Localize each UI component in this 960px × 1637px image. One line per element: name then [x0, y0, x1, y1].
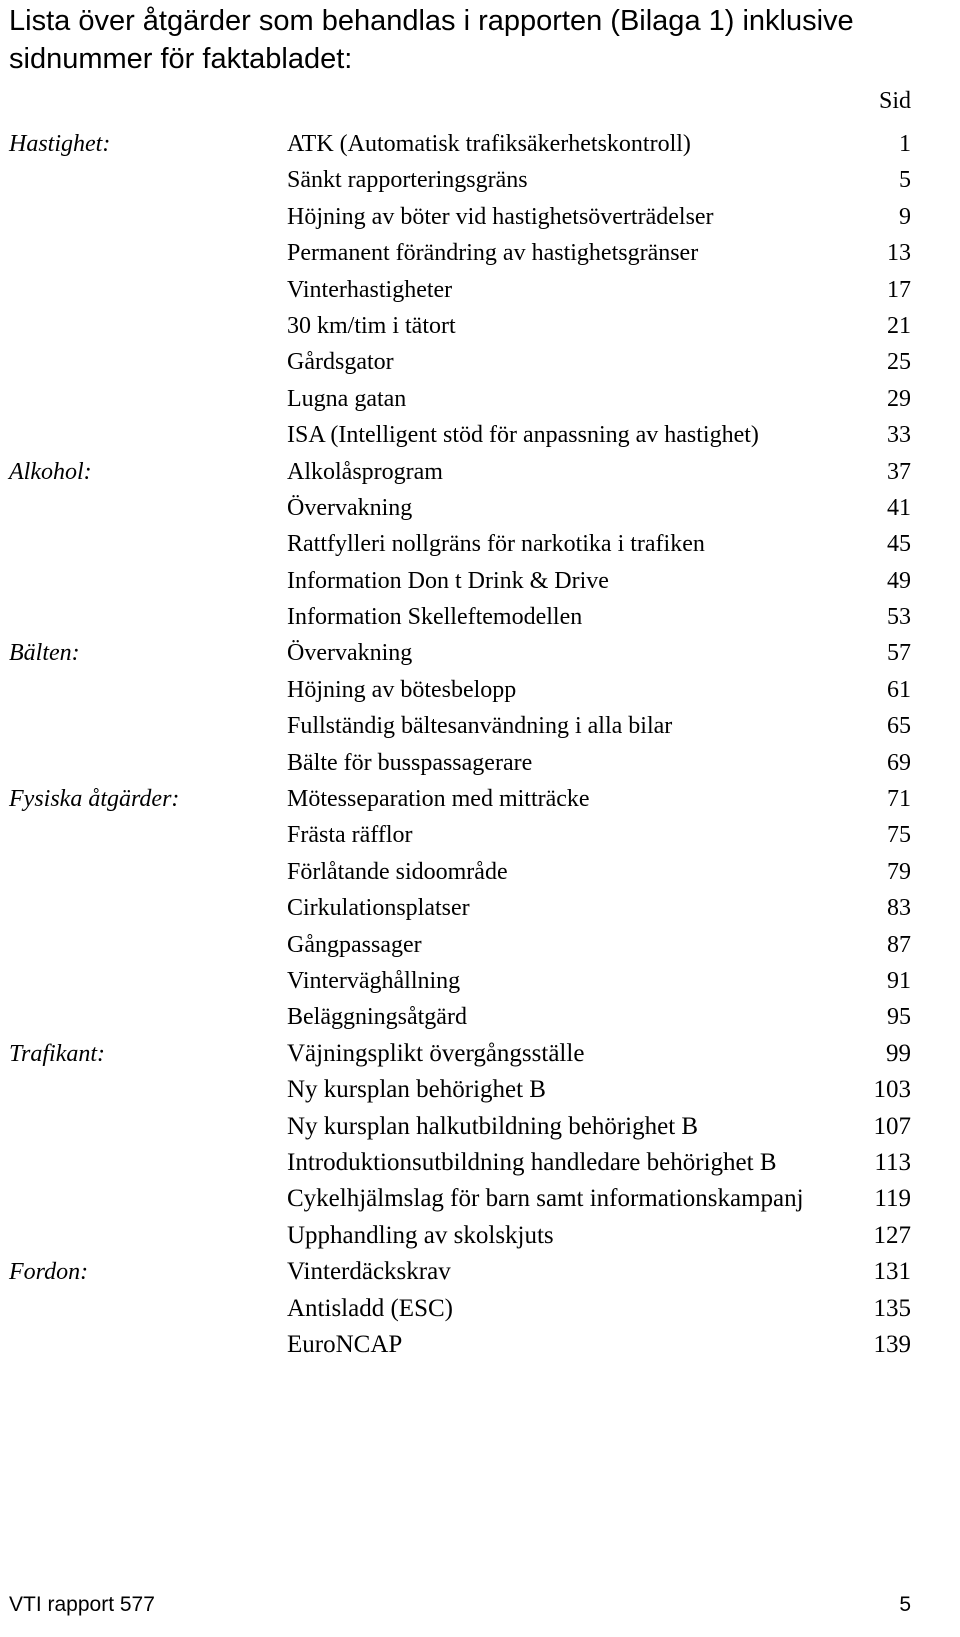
toc-item-label: Introduktionsutbildning handledare behörighet B: [287, 1148, 777, 1176]
toc-item-label: ISA (Intelligent stöd för anpassning av hastighet): [287, 422, 759, 449]
toc-row: [0, 963, 960, 999]
toc-category-label: Fordon:: [9, 1259, 89, 1286]
page-column-header: Sid: [878, 88, 911, 114]
toc-page-number: 131: [873, 1258, 911, 1286]
toc-item-label: Ny kursplan behörighet B: [287, 1076, 546, 1104]
toc-page-number: 25: [887, 349, 911, 376]
toc-row: [0, 563, 960, 599]
toc-item-label: Mötesseparation med mitträcke: [287, 786, 590, 813]
toc-item-label: Antisladd (ESC): [287, 1294, 453, 1322]
toc-page-number: 119: [874, 1185, 911, 1213]
toc-page-number: 87: [887, 931, 911, 958]
toc-page-number: 13: [887, 240, 911, 267]
toc-item-label: EuroNCAP: [287, 1330, 403, 1358]
toc-row: [0, 199, 960, 235]
toc-row: [0, 1072, 960, 1108]
toc-row: [0, 272, 960, 308]
toc-page-number: 135: [873, 1294, 911, 1322]
toc-item-label: Förlåtande sidoområde: [287, 858, 508, 885]
toc-row: [0, 126, 960, 162]
toc-item-label: ATK (Automatisk trafiksäkerhetskontroll): [287, 131, 691, 157]
toc-row: [0, 1109, 960, 1145]
toc-item-label: Upphandling av skolskjuts: [287, 1221, 554, 1249]
toc-item-label: Fullständig bältesanvändning i alla bilar: [287, 713, 673, 740]
toc-item-label: Sänkt rapporteringsgräns: [287, 167, 528, 194]
toc-item-label: Lugna gatan: [287, 385, 407, 412]
toc-page-number: 127: [873, 1221, 911, 1249]
toc-category-label: Fysiska åtgärder:: [9, 786, 180, 813]
toc-page-number: 91: [887, 967, 911, 994]
footer-report-name: VTI rapport 577: [9, 1593, 155, 1616]
toc-row: [0, 1036, 960, 1072]
toc-row: [0, 854, 960, 890]
toc-item-label: Cirkulationsplatser: [287, 895, 470, 922]
toc-item-label: Vinterdäckskrav: [287, 1258, 451, 1286]
toc-category-label: Alkohol:: [9, 458, 92, 485]
toc-row: [0, 417, 960, 453]
toc-page-number: 139: [873, 1330, 911, 1358]
table-of-contents: [0, 126, 960, 1363]
toc-page-number: 53: [887, 604, 911, 631]
toc-row: [0, 999, 960, 1035]
toc-page-number: 65: [887, 713, 911, 740]
toc-page-number: 17: [887, 276, 911, 303]
toc-item-label: Alkolåsprogram: [287, 458, 443, 485]
toc-row: [0, 1291, 960, 1327]
toc-page-number: 69: [887, 749, 911, 776]
toc-item-label: Övervakning: [287, 494, 413, 521]
toc-row: [0, 162, 960, 198]
toc-item-label: Beläggningsåtgärd: [287, 1004, 467, 1031]
toc-page-number: 5: [899, 167, 911, 194]
toc-item-label: 30 km/tim i tätort: [287, 312, 456, 339]
toc-page-number: 41: [887, 494, 911, 521]
toc-page-number: 57: [887, 640, 911, 667]
toc-item-label: Vinterhastigheter: [287, 276, 453, 303]
toc-page-number: 37: [887, 458, 911, 485]
toc-page-number: 21: [887, 312, 911, 339]
toc-page-number: 95: [887, 1004, 911, 1031]
toc-row: [0, 672, 960, 708]
toc-category-label: Bälten:: [9, 640, 80, 667]
toc-row: [0, 708, 960, 744]
toc-category-label: Trafikant:: [9, 1040, 106, 1067]
toc-row: [0, 1254, 960, 1290]
toc-item-label: Bälte för busspassagerare: [287, 749, 533, 776]
toc-item-label: Övervakning: [287, 640, 413, 667]
toc-item-label: Frästa räfflor: [287, 822, 413, 849]
toc-item-label: Höjning av bötesbelopp: [287, 676, 517, 703]
toc-item-label: Gångpassager: [287, 931, 422, 958]
toc-page-number: 107: [873, 1112, 911, 1140]
toc-item-label: Permanent förändring av hastighetsgränser: [287, 240, 699, 267]
toc-page-number: 79: [887, 858, 911, 885]
toc-item-label: Väjningsplikt övergångsställe: [287, 1039, 585, 1067]
toc-row: [0, 308, 960, 344]
toc-item-label: Gårdsgator: [287, 349, 394, 376]
toc-row: [0, 745, 960, 781]
toc-row: [0, 1145, 960, 1181]
toc-row: [0, 1327, 960, 1363]
toc-item-label: Höjning av böter vid hastighetsöverträdelser: [287, 203, 714, 230]
toc-page-number: 71: [887, 786, 911, 813]
toc-page-number: 9: [899, 203, 911, 230]
toc-row: [0, 235, 960, 271]
page-title: Lista över åtgärder som behandlas i rapporten (Bilaga 1) inklusive sidnummer för faktabladet:: [9, 5, 854, 75]
toc-page-number: 99: [886, 1039, 911, 1067]
toc-item-label: Vinterväghållning: [287, 967, 461, 994]
toc-row: [0, 817, 960, 853]
toc-row: [0, 927, 960, 963]
toc-page-number: 45: [887, 531, 911, 558]
footer-page-number: 5: [899, 1593, 911, 1616]
toc-page-number: 103: [873, 1076, 911, 1104]
toc-category-label: Hastighet:: [9, 131, 111, 157]
toc-item-label: Information Skelleftemodellen: [287, 604, 583, 631]
toc-item-label: Cykelhjälmslag för barn samt informationskampanj: [287, 1185, 804, 1213]
toc-page-number: 75: [887, 822, 911, 849]
toc-row: [0, 490, 960, 526]
toc-row: [0, 599, 960, 635]
toc-row: [0, 454, 960, 490]
toc-item-label: Information Don t Drink & Drive: [287, 567, 609, 594]
toc-row: [0, 381, 960, 417]
toc-row: [0, 781, 960, 817]
toc-row: [0, 1218, 960, 1254]
toc-item-label: Rattfylleri nollgräns för narkotika i trafiken: [287, 531, 705, 558]
toc-page-number: 113: [874, 1148, 911, 1176]
toc-row: [0, 635, 960, 671]
toc-page-number: 1: [899, 131, 911, 157]
toc-page-number: 33: [887, 422, 911, 449]
toc-item-label: Ny kursplan halkutbildning behörighet B: [287, 1112, 699, 1140]
toc-page-number: 29: [887, 385, 911, 412]
toc-page-number: 61: [887, 676, 911, 703]
toc-row: [0, 526, 960, 562]
toc-page-number: 83: [887, 895, 911, 922]
toc-row: [0, 344, 960, 380]
toc-row: [0, 890, 960, 926]
toc-page-number: 49: [887, 567, 911, 594]
toc-row: [0, 1181, 960, 1217]
